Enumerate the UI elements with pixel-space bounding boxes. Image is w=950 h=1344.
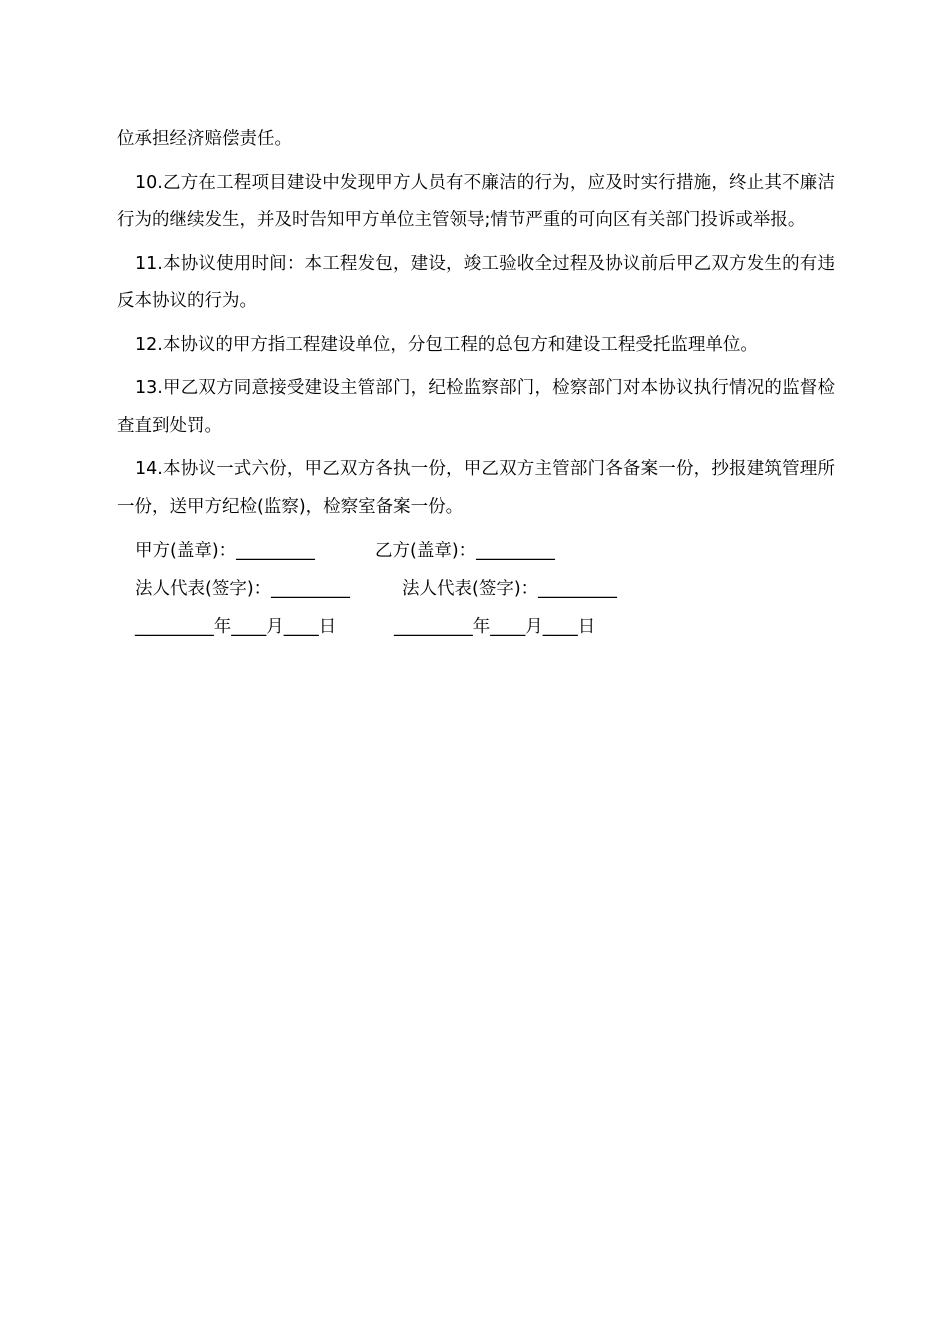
party-b-date-line: _________年____月____日 — [394, 617, 596, 637]
party-a-seal-line: 甲方(盖章)：_________ — [135, 541, 315, 561]
signature-representative-row — [117, 570, 835, 608]
signature-seal-row — [117, 532, 835, 570]
clause-10: 10.乙方在工程项目建设中发现甲方人员有不廉洁的行为，应及时实行措施，终止其不廉洁行为的继续发生，并及时告知甲方单位主管领导;情节严重的可向区有关部门投诉或举报。 — [117, 172, 835, 230]
clause-14: 14.本协议一式六份，甲乙双方各执一份，甲乙双方主管部门各备案一份，抄报建筑管理所一份，送甲方纪检(监察)，检察室备案一份。 — [117, 459, 835, 517]
party-b-representative-line: 法人代表(签字)：_________ — [402, 579, 617, 599]
paragraph-continuation: 位承担经济赔偿责任。 — [117, 129, 292, 149]
document-body — [117, 121, 835, 646]
party-a-date-line: _________年____月____日 — [135, 617, 337, 637]
party-a-representative-line: 法人代表(签字)：_________ — [135, 579, 350, 599]
signature-date-row — [117, 608, 835, 646]
clause-13: 13.甲乙双方同意接受建设主管部门，纪检监察部门，检察部门对本协议执行情况的监督检查直到处罚。 — [117, 378, 835, 436]
clause-12: 12.本协议的甲方指工程建设单位，分包工程的总包方和建设工程受托监理单位。 — [135, 334, 758, 355]
clause-11: 11.本协议使用时间：本工程发包，建设，竣工验收全过程及协议前后甲乙双方发生的有违反本协议的行为。 — [117, 253, 835, 311]
party-b-seal-line: 乙方(盖章)：_________ — [375, 541, 555, 561]
